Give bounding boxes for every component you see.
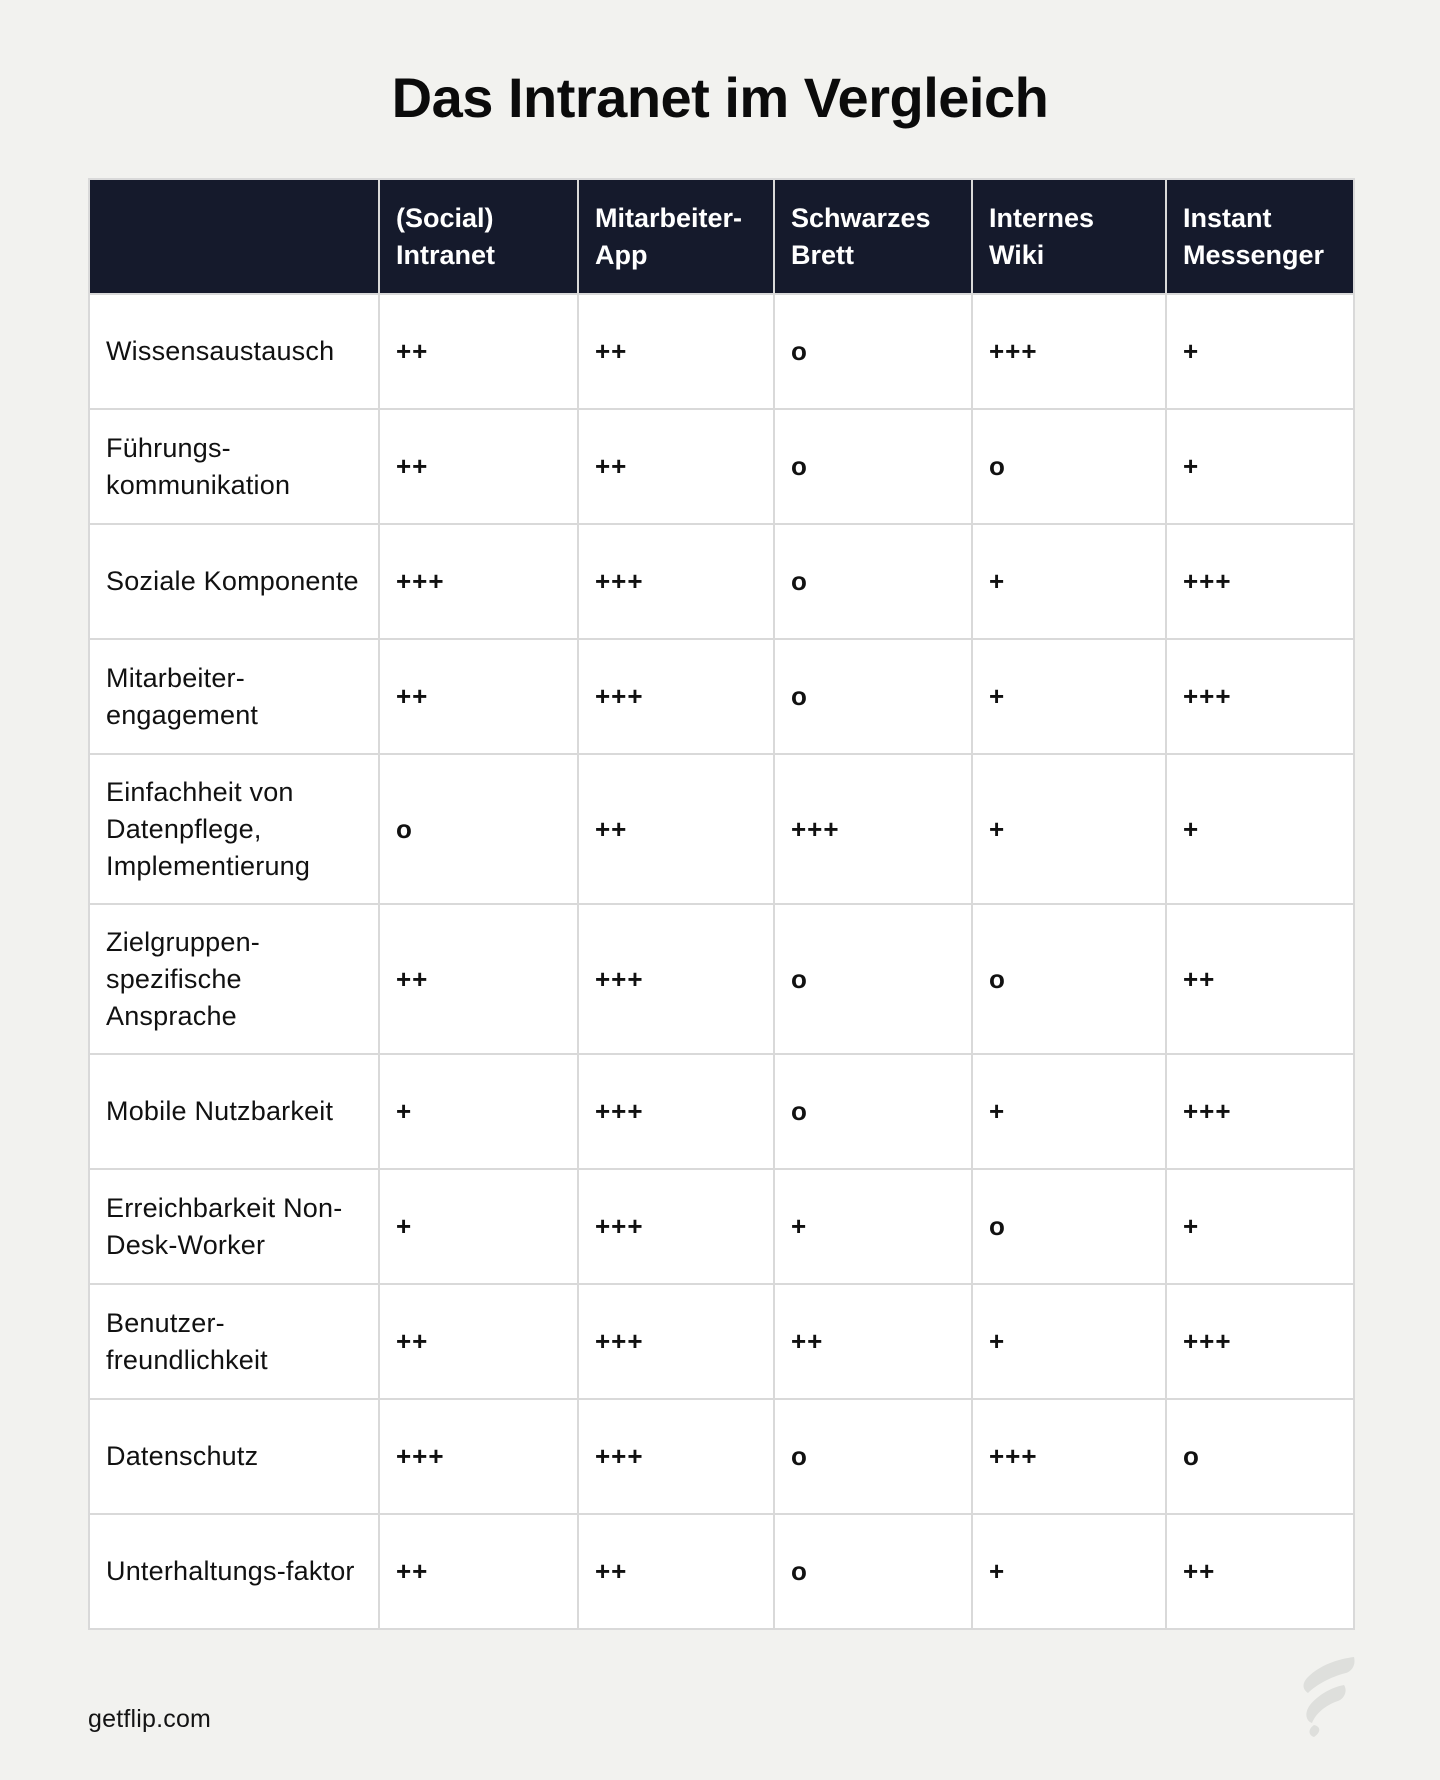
rating-cell: + [972,754,1166,904]
comparison-table [88,178,1355,1630]
rating-cell: o [774,1054,972,1169]
rating-cell: +++ [774,754,972,904]
rating-cell: o [774,639,972,754]
rating-cell: + [972,639,1166,754]
table-row [89,904,1354,1054]
rating-cell: ++ [1166,904,1354,1054]
rating-cell: +++ [379,524,578,639]
column-header-schwarzes-brett: Schwarzes Brett [774,179,972,294]
row-criterion: Erreichbarkeit Non-Desk-Worker [89,1169,379,1284]
row-criterion: Benutzer-freundlichkeit [89,1284,379,1399]
rating-cell: ++ [379,409,578,524]
rating-cell: o [972,409,1166,524]
rating-cell: ++ [379,294,578,409]
column-header-empty [89,179,379,294]
table-row [89,639,1354,754]
rating-cell: o [1166,1399,1354,1514]
rating-cell: ++ [578,409,774,524]
table-row [89,1054,1354,1169]
column-header-internes-wiki: Internes Wiki [972,179,1166,294]
rating-cell: + [379,1169,578,1284]
table-row [89,754,1354,904]
rating-cell: + [972,1284,1166,1399]
row-criterion: Mobile Nutzbarkeit [89,1054,379,1169]
table-row [89,294,1354,409]
rating-cell: o [774,1399,972,1514]
table-header-row [89,179,1354,294]
row-criterion: Führungs-kommunikation [89,409,379,524]
rating-cell: +++ [578,639,774,754]
rating-cell: ++ [379,1514,578,1629]
rating-cell: +++ [1166,1284,1354,1399]
rating-cell: +++ [578,1169,774,1284]
rating-cell: +++ [1166,524,1354,639]
rating-cell: +++ [1166,1054,1354,1169]
rating-cell: + [972,1514,1166,1629]
rating-cell: +++ [578,904,774,1054]
rating-cell: o [774,1514,972,1629]
rating-cell: + [1166,409,1354,524]
rating-cell: +++ [578,1399,774,1514]
table-row [89,524,1354,639]
rating-cell: + [972,1054,1166,1169]
rating-cell: o [972,904,1166,1054]
rating-cell: + [379,1054,578,1169]
row-criterion: Unterhaltungs-faktor [89,1514,379,1629]
rating-cell: ++ [578,294,774,409]
rating-cell: ++ [379,639,578,754]
rating-cell: +++ [379,1399,578,1514]
rating-cell: o [774,409,972,524]
table-row [89,1399,1354,1514]
rating-cell: o [774,904,972,1054]
table-row [89,409,1354,524]
rating-cell: +++ [578,1284,774,1399]
rating-cell: +++ [1166,639,1354,754]
rating-cell: ++ [774,1284,972,1399]
rating-cell: ++ [379,1284,578,1399]
row-criterion: Wissensaustausch [89,294,379,409]
rating-cell: +++ [972,1399,1166,1514]
page-title: Das Intranet im Vergleich [391,66,1049,129]
rating-cell: o [774,524,972,639]
row-criterion: Zielgruppen-spezifische Ansprache [89,904,379,1054]
rating-cell: + [972,524,1166,639]
table-row [89,1169,1354,1284]
rating-cell: +++ [578,1054,774,1169]
rating-cell: ++ [578,1514,774,1629]
rating-cell: +++ [578,524,774,639]
rating-cell: + [774,1169,972,1284]
flip-logo-icon [1300,1655,1356,1739]
rating-cell: o [972,1169,1166,1284]
footer-site-link[interactable]: getflip.com [88,1705,212,1733]
row-criterion: Mitarbeiter-engagement [89,639,379,754]
rating-cell: o [774,294,972,409]
row-criterion: Soziale Komponente [89,524,379,639]
rating-cell: ++ [1166,1514,1354,1629]
rating-cell: + [1166,1169,1354,1284]
rating-cell: +++ [972,294,1166,409]
rating-cell: o [379,754,578,904]
rating-cell: ++ [379,904,578,1054]
column-header-instant-messenger: Instant Messenger [1166,179,1354,294]
row-criterion: Datenschutz [89,1399,379,1514]
rating-cell: + [1166,294,1354,409]
table-row [89,1284,1354,1399]
column-header-social-intranet: (Social) Intranet [379,179,578,294]
rating-cell: ++ [578,754,774,904]
row-criterion: Einfachheit von Datenpflege, Implementierung [89,754,379,904]
column-header-mitarbeiter-app: Mitarbeiter-App [578,179,774,294]
table-row [89,1514,1354,1629]
rating-cell: + [1166,754,1354,904]
